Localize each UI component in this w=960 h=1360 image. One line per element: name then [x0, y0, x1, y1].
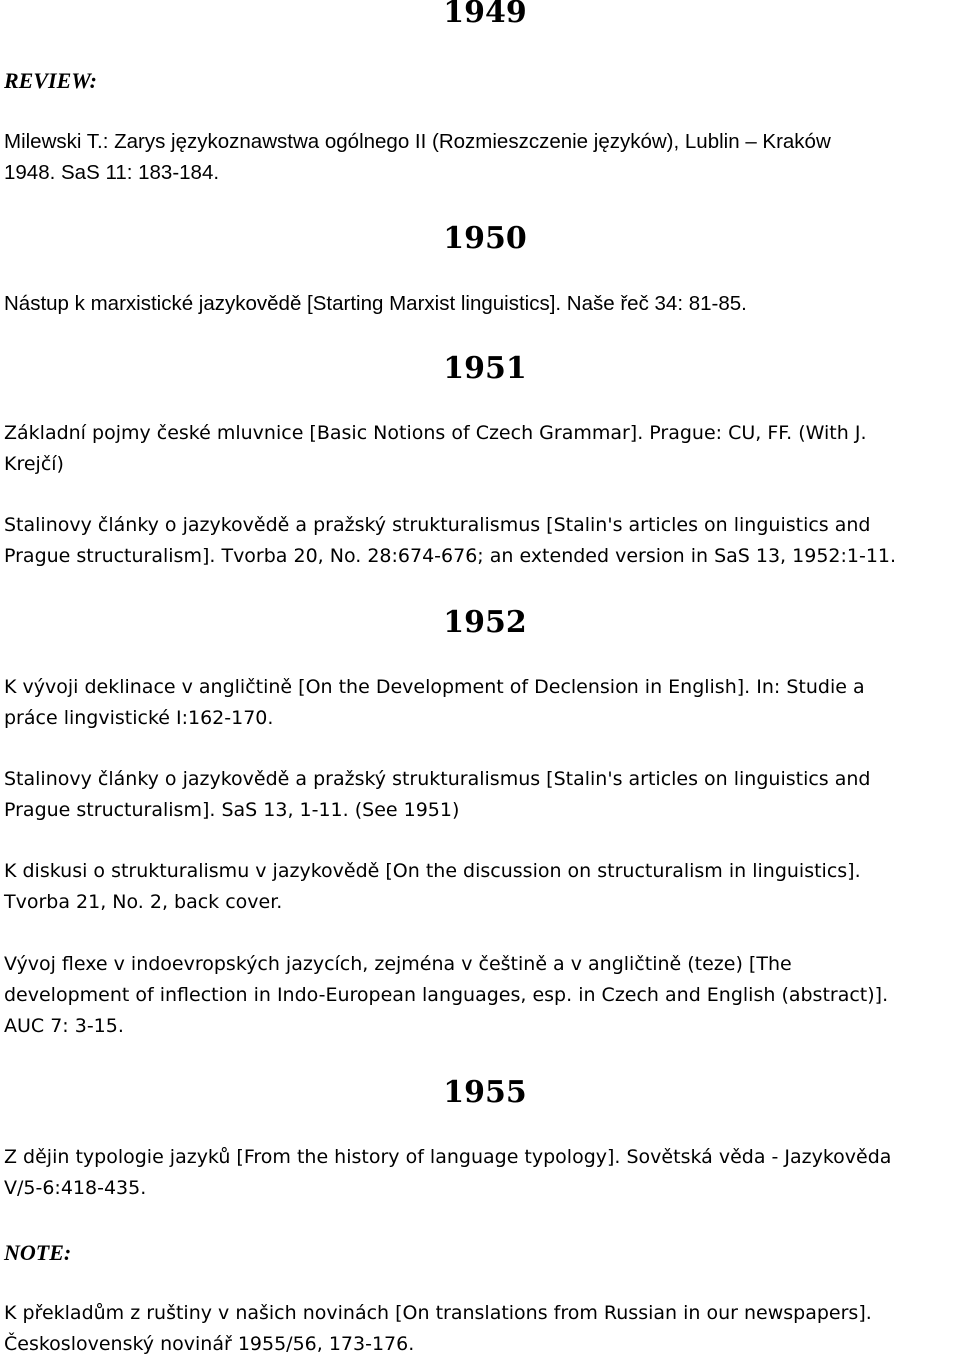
bibliography-entry: Základní pojmy české mluvnice [Basic Notions of Czech Grammar]. Prague: CU, FF. (With J. Krejčí): [4, 422, 867, 475]
bibliography-entry: Vývoj flexe v indoevropských jazycích, zejména v češtině a v angličtině (teze) [The development of inflection in Indo-European languages, esp. in Czech and English (abstract)]. AUC 7: 3-15.: [4, 953, 889, 1037]
bibliography-entry: K diskusi o strukturalismu v jazykovědě [On the discussion on structuralism in linguistics]. Tvorba 21, No. 2, back cover.: [4, 860, 861, 913]
bibliography-entry: K vývoji deklinace v angličtině [On the Development of Declension in English]. In: Studie a práce lingvistické I:162-170.: [4, 676, 865, 729]
review-label: REVIEW:: [4, 68, 97, 93]
bibliography-entry: Stalinovy články o jazykovědě a pražský strukturalismus [Stalin's articles on linguistics and Prague structuralism]. Tvorba 20, No. 28:674-676; an extended version in SaS 13, 1952:1-11.: [4, 514, 897, 567]
bibliography-entry: Z dějin typologie jazyků [From the history of language typology]. Sovětská věda - Jazykověda V/5-6:418-435.: [4, 1146, 892, 1199]
year-heading-1949: 1949: [443, 0, 527, 30]
year-heading-1952: 1952: [443, 605, 527, 640]
bibliography-entry: Stalinovy články o jazykovědě a pražský strukturalismus [Stalin's articles on linguistics and Prague structuralism]. SaS 13, 1-11. (See 1951): [4, 768, 871, 821]
note-label: NOTE:: [4, 1240, 72, 1265]
bibliography-entry: K překladům z ruštiny v našich novinách [On translations from Russian in our newspapers]. Československý novinář 1955/56, 173-176.: [4, 1302, 872, 1355]
bibliography-entry: Nástup k marxistické jazykovědě [Starting Marxist linguistics]. Naše řeč 34: 81-85.: [4, 292, 747, 315]
year-heading-1950: 1950: [443, 221, 527, 256]
bibliography-entry: Milewski T.: Zarys językoznawstwa ogólnego II (Rozmieszczenie języków), Lublin – Kraków 1948. SaS 11: 183-184.: [4, 130, 831, 184]
year-heading-1955: 1955: [443, 1075, 527, 1110]
year-heading-1951: 1951: [443, 351, 527, 386]
